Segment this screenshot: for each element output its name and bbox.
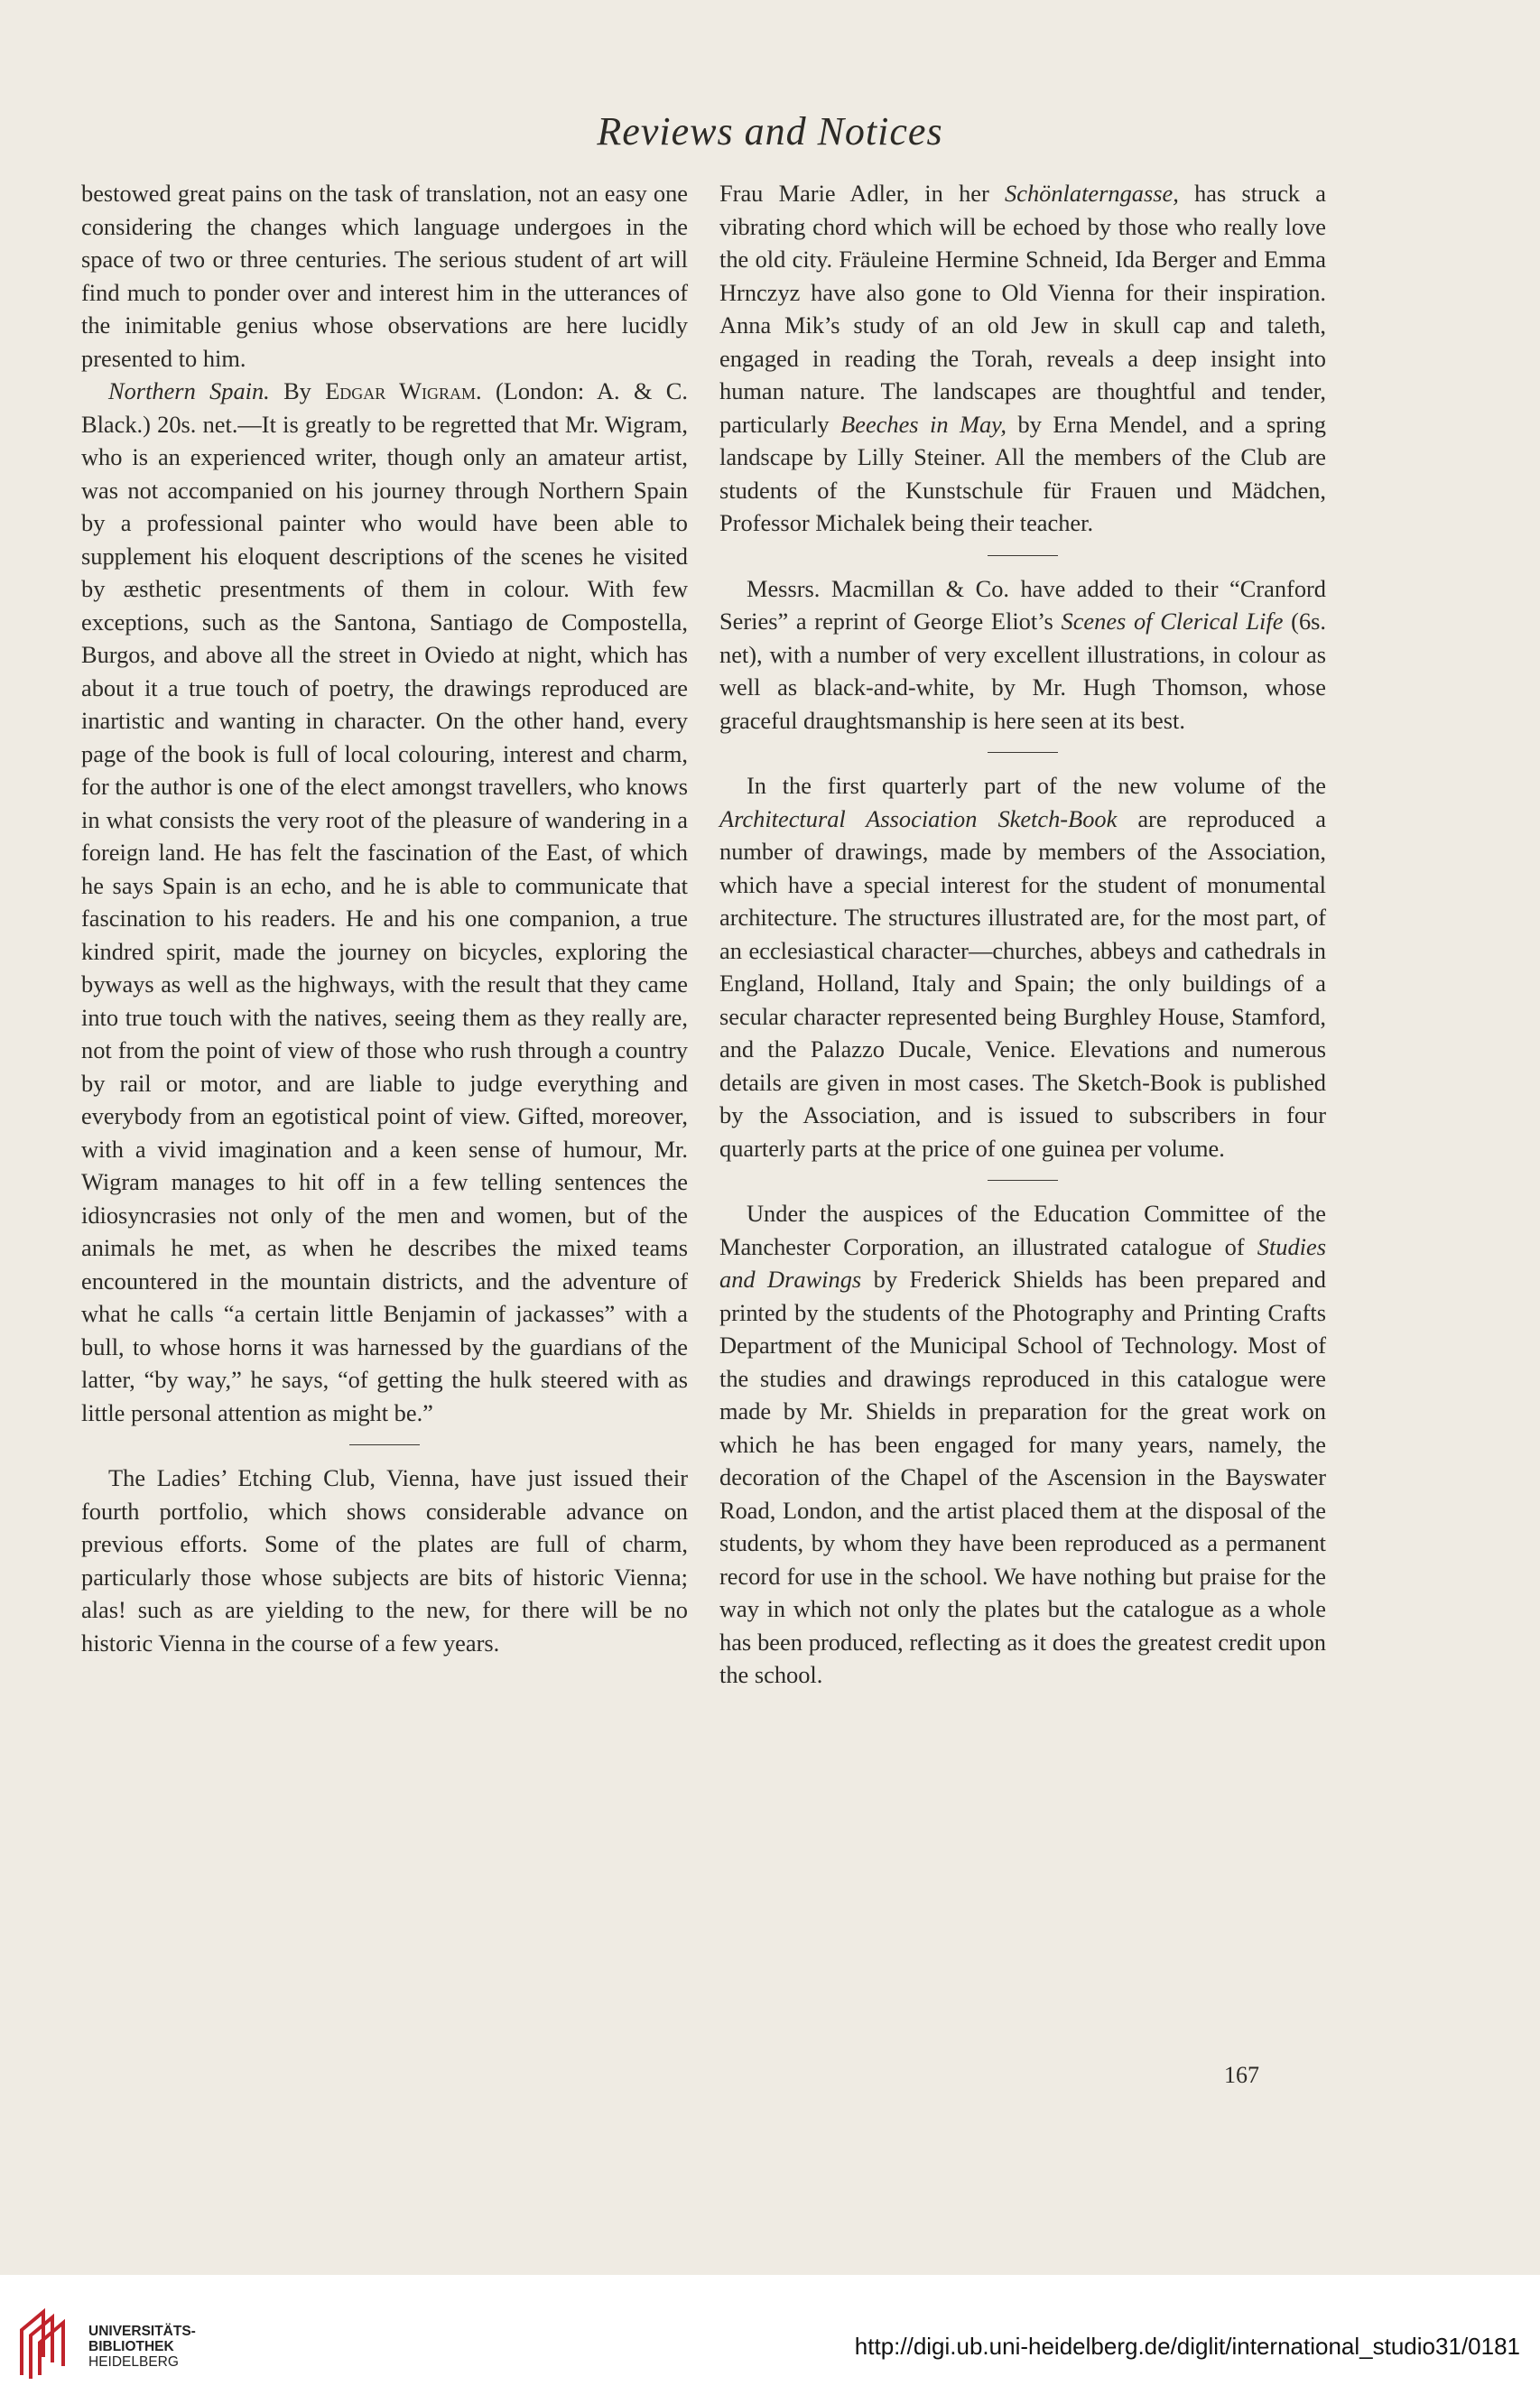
section-divider: [988, 555, 1058, 556]
book-title: Scenes of Clerical Life: [1061, 608, 1284, 635]
right-column: [719, 177, 1326, 1692]
left-column: [81, 177, 688, 1659]
work-title: Schönlaterngasse,: [1005, 180, 1179, 207]
library-name: UNIVERSITÄTS- BIBLIOTHEK HEIDELBERG: [88, 2324, 196, 2370]
publication-title: Architectural Association Sketch-Book: [719, 804, 1118, 832]
source-url-link[interactable]: http://digi.ub.uni-heidelberg.de/diglit/international_studio31/0181: [854, 2333, 1520, 2360]
paragraph-marie-adler: Frau Marie Adler, in her Schönlaterngasse, has struck a vibrating chord which will be echoed by those who really love the old city. Fräuleine Hermine Schneid, Ida Berger and Emma Hrnczyz have also gone to Old Vienna for their inspiration. Anna Mik’s study of an old Jew in skull cap and taleth, engaged in reading the Torah, reveals a deep insight into human nature. The landscapes are thoughtful and tender, particularly Beeches in May, by Erna Mendel, and a spring landscape by Lilly Steiner. All the members of the Club are students of the Kunstschule für Frauen und Mädchen, Professor Michalek being their teacher.: [719, 180, 1326, 536]
library-logo-icon: [16, 2303, 72, 2381]
author-name: Edgar Wigram.: [325, 377, 482, 404]
paragraph-macmillan: Messrs. Macmillan & Co. have added to their “Cranford Series” a reprint of George Eliot’s Scenes of Clerical Life (6s. net), with a number of very excellent illustrations, in colour as well as black-and-white, by Mr. Hugh Thomson, whose graceful draughtsmanship is here seen at its best.: [719, 574, 1327, 734]
paragraph-translation: bestowed great pains on the task of translation, not an easy one considering the changes which language undergoes in the space of two or three centuries. The serious student of art will find much to ponder over and interest him in the utterances of the inimitable genius whose observations are here lucidly presented to him.: [81, 180, 688, 372]
catalogue-title: Studies and Drawings: [719, 1232, 1326, 1293]
paragraph-ladies-etching-club: The Ladies’ Etching Club, Vienna, have just issued their fourth portfolio, which shows considerable advance on previous efforts. Some of the plates are full of charm, particularly those whose subjects are bits of historic Vienna; alas! such as are yielding to the new, for there will be no historic Vienna in the course of a few years.: [81, 1464, 688, 1657]
work-title: Beeches in May,: [840, 410, 1007, 438]
running-header: Reviews and Notices: [597, 109, 943, 153]
page-number: 167: [1224, 2062, 1259, 2088]
paragraph-sketch-book: In the first quarterly part of the new volume of the Architectural Association Sketch-Book are reproduced a number of drawings, made by members of the Association, which have a special interest for the student of monumental architecture. The structures illustrated are, for the most part, of an ecclesiastical character—churches, abbeys and cathedrals in England, Holland, Italy and Spain; the only buildings of a secular character represented being Burghley House, Stamford, and the Palazzo Ducale, Venice. Elevations and numerous details are given in most cases. The Sketch-Book is published by the Association, and is issued to subscribers in four quarterly parts at the price of one guinea per volume.: [719, 772, 1326, 1162]
section-divider: [988, 1180, 1058, 1181]
section-divider: [988, 752, 1058, 753]
section-divider: [349, 1444, 420, 1445]
paragraph-northern-spain: Northern Spain. By Edgar Wigram. (London: A. & C. Black.) 20s. net.—It is greatly to be regretted that Mr. Wigram, who is an experienced writer, though only an amateur artist, was not accompanied on his journey through Northern Spain by a professional painter who would have been able to supplement his eloquent descriptions of the scenes he visited by æsthetic presentments of them in colour. With few exceptions, such as the Santona, Santiago de Compostella, Burgos, and above all the street in Oviedo at night, which has about it a true touch of poetry, the drawings reproduced are inartistic and wanting in character. On the other hand, every page of the book is full of local colouring, interest and charm, for the author is one of the elect amongst travellers, who knows in what consists the very root of the pleasure of wandering in a foreign land. He has felt the fascination of the East, of which he says Spain is an echo, and he is able to communicate that fascination to his readers. He and his one companion, a true kindred spirit, made the journey on bicycles, exploring the byways as well as the highways, with the result that they came into true touch with the natives, seeing them as they really are, not from the point of view of those who rush through a country by rail or motor, and are liable to judge everything and everybody from an egotistical point of view. Gifted, moreover, with a vivid imagination and a keen sense of humour, Mr. Wigram manages to hit off in a few telling sentences the idiosyncrasies not only of the men and women, but of the animals he met, as when he describes the mixed teams encountered in the mountain districts, and the adventure of what he calls “a certain little Benjamin of jackasses” with a bull, to whose horns it was harnessed by the guardians of the latter, “by way,” he says, “of getting the hulk steered with as little personal attention as might be.”: [81, 377, 688, 1426]
book-title: Northern Spain.: [108, 377, 270, 404]
paragraph-manchester: Under the auspices of the Education Committee of the Manchester Corporation, an illustrated catalogue of Studies and Drawings by Frederick Shields has been prepared and printed by the students of the Photography and Printing Crafts Department of the Municipal School of Technology. Most of the studies and drawings reproduced in this catalogue were made by Mr. Shields in preparation for the great work on which he has been engaged for many years, namely, the decoration of the Chapel of the Ascension in the Bayswater Road, London, and the artist placed them at the disposal of the students, by whom they have been reproduced as a permanent record for use in the school. We have nothing but praise for the way in which not only the plates but the catalogue as a whole has been produced, reflecting as it does the greatest credit upon the school.: [719, 1200, 1326, 1688]
